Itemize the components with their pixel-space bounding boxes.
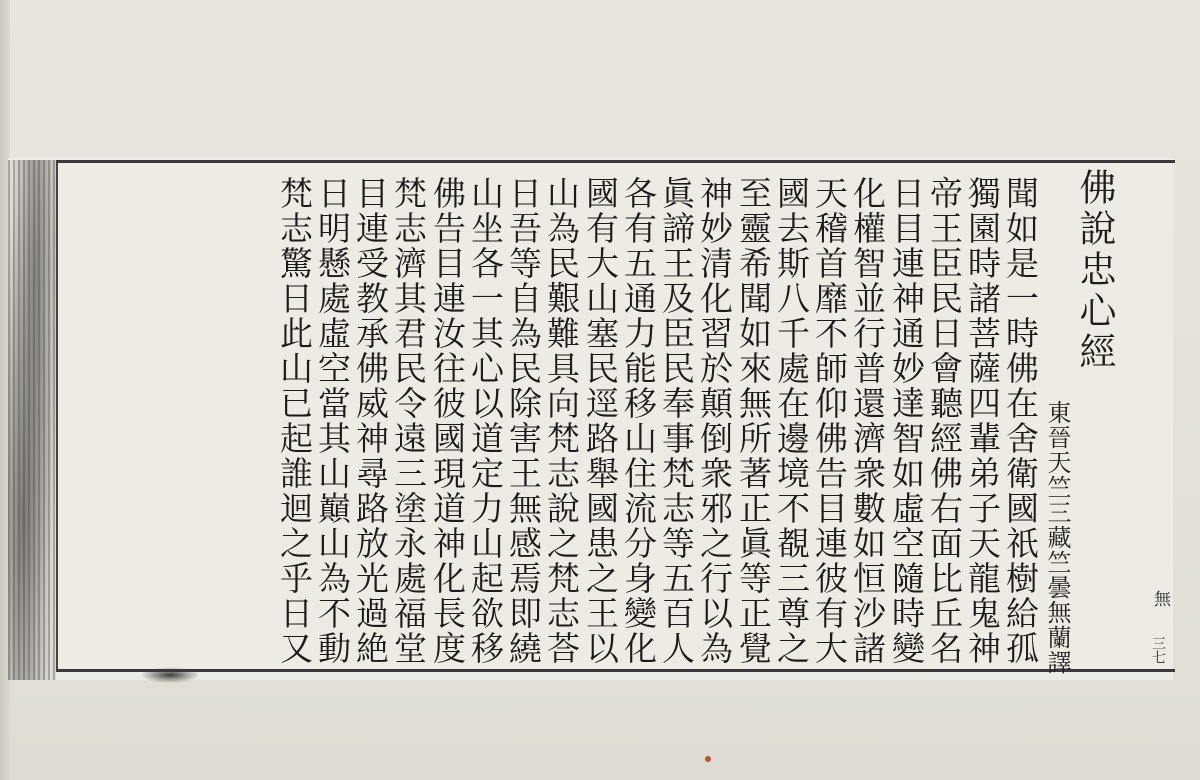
text-column: 日目連神通妙達智如虛空隨時變 (887, 176, 926, 666)
text-column: 山坐各一其心以道定力山起欲移 (466, 176, 505, 666)
text-column: 眞諦王及臣民奉事梵志等五百人 (657, 176, 696, 666)
text-column: 各有五通力能移山住流分身變化 (619, 176, 658, 666)
ink-bleed-fringe (8, 160, 56, 680)
text-column: 帝王臣民日會聽經佛右面比丘名 (925, 176, 964, 666)
paper-stain (705, 756, 711, 762)
text-column: 梵志濟其君民令遠三塗永處福堂 (389, 176, 428, 666)
margin-page-number: 三七 (1150, 636, 1166, 664)
text-column: 天稽首靡不師仰佛告目連彼有大 (810, 176, 849, 666)
translator-attribution: 東晉天竺三藏竺曇無蘭譯 (1043, 400, 1071, 675)
text-column: 聞如是一時佛在舍衛國祇樹給孤 (1001, 176, 1040, 666)
text-column: 目連受教承佛威神尋路放光過絶 (351, 176, 390, 666)
margin-mark: 無 (1150, 590, 1170, 607)
text-column: 至靈希聞如來無所著正眞等正覺 (734, 176, 773, 666)
sutra-title: 佛說忠心經 (1073, 168, 1116, 373)
text-column: 國去斯八千處在邊境不覩三尊之 (772, 176, 811, 666)
text-column: 化權智並行普還濟衆數如恒沙諸 (848, 176, 887, 666)
text-column: 神妙清化習於顛倒衆邪之行以為 (695, 176, 734, 666)
text-column: 佛告目連汝往彼國現道神化長度 (428, 176, 467, 666)
text-column: 日明懸處虛空當其山巔山為不動 (313, 176, 352, 666)
text-column: 山為民艱難具向梵志說之梵志荅 (542, 176, 581, 666)
text-column: 獨園時諸菩薩四輩弟子天龍鬼神 (963, 176, 1002, 666)
text-column: 國有大山塞民逕路舉國患之王以 (581, 176, 620, 666)
text-column: 日吾等自為民除害王無感焉即繞 (504, 176, 543, 666)
text-column: 梵志驚日此山已起誰迴之乎日又 (275, 176, 314, 666)
